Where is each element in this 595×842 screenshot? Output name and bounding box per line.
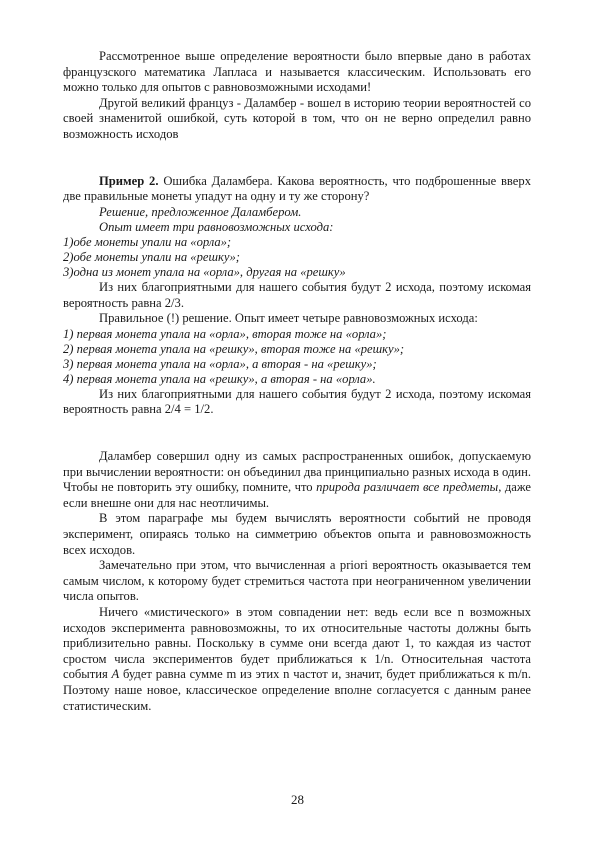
spacer xyxy=(63,143,531,159)
correct-solution-heading: Правильное (!) решение. Опыт имеет четыре равновозможных исхода: xyxy=(99,311,478,326)
correct-outcome-2: 2) первая монета упала на «решку», вторая тоже на «решку»; xyxy=(63,341,405,356)
paragraph-symmetry: В этом параграфе мы будем вычислять вероятности событий не проводя эксперимент, опираясь только на симметрию объектов опыта и равновозможность всех исходов. xyxy=(63,511,531,557)
correct-outcome-3: 3) первая монета упала на «орла», а вторая - на «решку»; xyxy=(63,356,377,371)
example-2-statement xyxy=(63,174,531,205)
paragraph-laplace: Рассмотренное выше определение вероятности было впервые дано в работах французского математика Лапласа и называется классическим. Использовать его можно только для опытов с равновозможными исходами! xyxy=(63,49,531,95)
paragraph-dalamber-error xyxy=(63,449,531,511)
event-symbol: A xyxy=(111,667,120,682)
dalamber-probability: Из них благоприятными для нашего события будут 2 исхода, поэтому искомая вероятность равна 2/3. xyxy=(63,279,531,310)
dalamber-outcome-1: 1)обе монеты упали на «орла»; xyxy=(63,234,232,249)
correct-outcome-4: 4) первая монета упала на «решку», а вторая - на «орла». xyxy=(63,371,376,386)
mystical-text-end: будет равна сумме m из этих n частот и, значит, будет приближаться к m/n. Поэтому наше новое, классическое определение вполне согласуется с данным ранее статистическим. xyxy=(63,667,531,713)
example-label: Пример 2. xyxy=(99,173,159,188)
dalamber-solution-heading: Решение, предложенное Даламбером. xyxy=(99,204,302,219)
correct-probability: Из них благоприятными для нашего события будут 2 исхода, поэтому искомая вероятность равна 2/4 = 1/2. xyxy=(63,386,531,417)
dalamber-error-text-end: , даже если внешне они для нас неотличимы. xyxy=(63,480,531,510)
spacer xyxy=(63,418,531,434)
mystical-text: Ничего «мистического» в этом совпадении нет: ведь если все n возможных исходов эксперимента равновозможны, то их относительные частоты должны быть приблизительно равны. Поскольку в сумме они всегда дают 1, то каждая из частот сростом числа экспериментов будет приближаться к 1/n. Относительная частота события xyxy=(63,605,531,682)
correct-outcome-1: 1) первая монета упала на «орла», вторая тоже на «орла»; xyxy=(63,326,387,341)
paragraph-mystical xyxy=(63,605,531,714)
spacer xyxy=(63,158,531,174)
paragraph-a-priori: Замечательно при этом, что вычисленная a priori вероятность оказывается тем самым числом, к которому будет стремиться частота при неограниченном увеличении числа опытов. xyxy=(63,558,531,604)
paragraph-dalamber-intro: Другой великий француз - Даламбер - вошел в историю теории вероятностей со своей знаменитой ошибкой, суть которой в том, что он не верно определил равно возможность исходов xyxy=(63,95,531,141)
three-outcomes-heading: Опыт имеет три равновозможных исхода: xyxy=(99,219,334,234)
dalamber-outcome-2: 2)обе монеты упали на «решку»; xyxy=(63,249,240,264)
nature-phrase: природа различает все предметы xyxy=(316,480,499,495)
example-text: Ошибка Даламбера. Какова вероятность, что подброшенные вверх две правильные монеты упадут на одну и ту же сторону? xyxy=(63,173,531,204)
dalamber-outcome-3: 3)одна из монет упала на «орла», другая на «решку» xyxy=(63,264,346,279)
spacer xyxy=(63,434,531,450)
dalamber-error-text: Даламбер совершил одну из самых распространенных ошибок, допускаемую при вычислении вероятности: он объединил два принципиально разных исхода в один. Чтобы не повторить эту ошибку, помните, что xyxy=(63,449,531,495)
page-number: 28 xyxy=(291,792,304,807)
page-content xyxy=(63,49,531,714)
